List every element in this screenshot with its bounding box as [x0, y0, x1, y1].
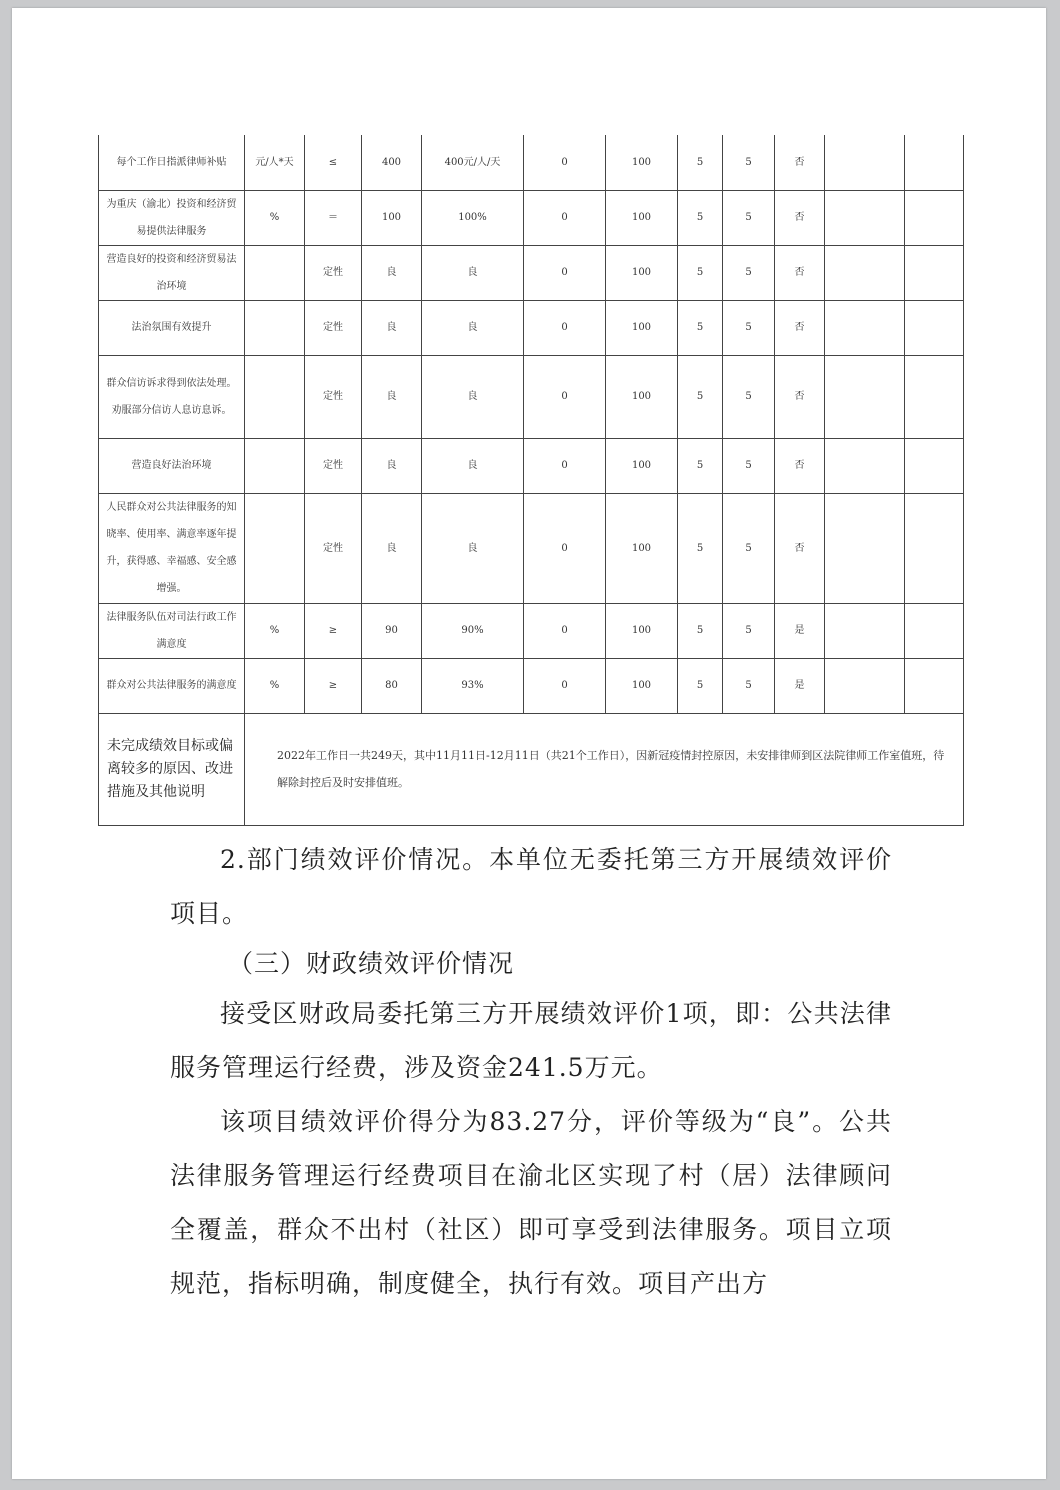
target-value: 良 — [362, 493, 422, 603]
deviation: 0 — [524, 300, 606, 355]
score: 5 — [723, 438, 775, 493]
indicator-name: 法律服务队伍对司法行政工作满意度 — [99, 603, 245, 658]
cell-extra-2 — [905, 245, 964, 300]
table-row — [99, 190, 964, 245]
indicator-name: 群众对公共法律服务的满意度 — [99, 658, 245, 713]
target-value: 400 — [362, 135, 422, 190]
weight: 5 — [678, 190, 723, 245]
weight: 5 — [678, 135, 723, 190]
cell-extra-1 — [825, 245, 905, 300]
deviation: 0 — [524, 658, 606, 713]
table-row — [99, 300, 964, 355]
operator: ≥ — [305, 658, 362, 713]
indicator-name: 每个工作日指派律师补贴 — [99, 135, 245, 190]
actual-value: 90% — [422, 603, 524, 658]
met-flag: 否 — [775, 190, 825, 245]
table-row — [99, 438, 964, 493]
cell-extra-1 — [825, 135, 905, 190]
actual-value: 良 — [422, 245, 524, 300]
operator: 定性 — [305, 355, 362, 438]
score: 5 — [723, 658, 775, 713]
actual-value: 良 — [422, 300, 524, 355]
indicator-name: 群众信访诉求得到依法处理。劝服部分信访人息访息诉。 — [99, 355, 245, 438]
actual-value: 93% — [422, 658, 524, 713]
indicator-name: 法治氛围有效提升 — [99, 300, 245, 355]
weight: 5 — [678, 493, 723, 603]
unit: % — [245, 603, 305, 658]
completion-rate: 100 — [606, 245, 678, 300]
cell-extra-2 — [905, 300, 964, 355]
indicator-name: 营造良好法治环境 — [99, 438, 245, 493]
unit — [245, 300, 305, 355]
score: 5 — [723, 493, 775, 603]
deviation: 0 — [524, 603, 606, 658]
met-flag: 否 — [775, 493, 825, 603]
table-row — [99, 603, 964, 658]
unit — [245, 355, 305, 438]
completion-rate: 100 — [606, 438, 678, 493]
note-label: 未完成绩效目标或偏离较多的原因、改进措施及其他说明 — [99, 713, 245, 825]
met-flag: 否 — [775, 438, 825, 493]
unit: % — [245, 190, 305, 245]
completion-rate: 100 — [606, 190, 678, 245]
completion-rate: 100 — [606, 300, 678, 355]
cell-extra-2 — [905, 438, 964, 493]
note-text: 2022年工作日一共249天，其中11月11日-12月11日（共21个工作日），因新冠疫情封控原因，未安排律师到区法院律师工作室值班，待解除封控后及时安排值班。 — [245, 713, 964, 825]
met-flag: 否 — [775, 135, 825, 190]
cell-extra-1 — [825, 603, 905, 658]
operator: ≥ — [305, 603, 362, 658]
operator: ＝ — [305, 190, 362, 245]
actual-value: 良 — [422, 493, 524, 603]
indicator-name: 营造良好的投资和经济贸易法治环境 — [99, 245, 245, 300]
score: 5 — [723, 603, 775, 658]
completion-rate: 100 — [606, 135, 678, 190]
body-text — [170, 833, 892, 1311]
weight: 5 — [678, 355, 723, 438]
target-value: 100 — [362, 190, 422, 245]
cell-extra-1 — [825, 355, 905, 438]
operator: 定性 — [305, 493, 362, 603]
actual-value: 良 — [422, 355, 524, 438]
score: 5 — [723, 135, 775, 190]
operator: 定性 — [305, 245, 362, 300]
unit: % — [245, 658, 305, 713]
section-heading: （三）财政绩效评价情况 — [228, 949, 515, 978]
unit — [245, 245, 305, 300]
deviation: 0 — [524, 355, 606, 438]
note-row — [99, 713, 964, 825]
indicator-name: 为重庆（渝北）投资和经济贸易提供法律服务 — [99, 190, 245, 245]
completion-rate: 100 — [606, 355, 678, 438]
met-flag: 是 — [775, 603, 825, 658]
operator: 定性 — [305, 300, 362, 355]
cell-extra-2 — [905, 493, 964, 603]
score: 5 — [723, 300, 775, 355]
operator: 定性 — [305, 438, 362, 493]
target-value: 良 — [362, 438, 422, 493]
target-value: 90 — [362, 603, 422, 658]
paragraph-dept-evaluation: 2.部门绩效评价情况。本单位无委托第三方开展绩效评价项目。 — [170, 845, 892, 928]
cell-extra-1 — [825, 658, 905, 713]
target-value: 80 — [362, 658, 422, 713]
unit: 元/人*天 — [245, 135, 305, 190]
completion-rate: 100 — [606, 493, 678, 603]
deviation: 0 — [524, 245, 606, 300]
weight: 5 — [678, 300, 723, 355]
met-flag: 是 — [775, 658, 825, 713]
deviation: 0 — [524, 190, 606, 245]
score: 5 — [723, 190, 775, 245]
deviation: 0 — [524, 135, 606, 190]
table-row — [99, 245, 964, 300]
weight: 5 — [678, 245, 723, 300]
score: 5 — [723, 355, 775, 438]
completion-rate: 100 — [606, 658, 678, 713]
table-row — [99, 493, 964, 603]
deviation: 0 — [524, 493, 606, 603]
operator: ≤ — [305, 135, 362, 190]
weight: 5 — [678, 438, 723, 493]
table-row — [99, 355, 964, 438]
cell-extra-2 — [905, 190, 964, 245]
cell-extra-1 — [825, 190, 905, 245]
cell-extra-2 — [905, 658, 964, 713]
cell-extra-1 — [825, 493, 905, 603]
cell-extra-2 — [905, 135, 964, 190]
deviation: 0 — [524, 438, 606, 493]
cell-extra-1 — [825, 300, 905, 355]
score: 5 — [723, 245, 775, 300]
indicator-name: 人民群众对公共法律服务的知晓率、使用率、满意率逐年提升，获得感、幸福感、安全感增强。 — [99, 493, 245, 603]
completion-rate: 100 — [606, 603, 678, 658]
table-row — [99, 658, 964, 713]
actual-value: 良 — [422, 438, 524, 493]
cell-extra-2 — [905, 355, 964, 438]
target-value: 良 — [362, 355, 422, 438]
target-value: 良 — [362, 245, 422, 300]
cell-extra-1 — [825, 438, 905, 493]
unit — [245, 438, 305, 493]
met-flag: 否 — [775, 245, 825, 300]
table-row — [99, 135, 964, 190]
met-flag: 否 — [775, 355, 825, 438]
actual-value: 100% — [422, 190, 524, 245]
unit — [245, 493, 305, 603]
cell-extra-2 — [905, 603, 964, 658]
met-flag: 否 — [775, 300, 825, 355]
paragraph-evaluation-score: 该项目绩效评价得分为83.27分，评价等级为“良”。公共法律服务管理运行经费项目在渝北区实现了村（居）法律顾问全覆盖，群众不出村（社区）即可享受到法律服务。项目立项规范，指标明确，制度健全，执行有效。项目产出方 — [170, 1107, 892, 1298]
actual-value: 400元/人/天 — [422, 135, 524, 190]
weight: 5 — [678, 603, 723, 658]
weight: 5 — [678, 658, 723, 713]
performance-table — [98, 135, 964, 826]
target-value: 良 — [362, 300, 422, 355]
paragraph-finance-evaluation: 接受区财政局委托第三方开展绩效评价1项，即：公共法律服务管理运行经费，涉及资金241.5万元。 — [170, 999, 892, 1082]
